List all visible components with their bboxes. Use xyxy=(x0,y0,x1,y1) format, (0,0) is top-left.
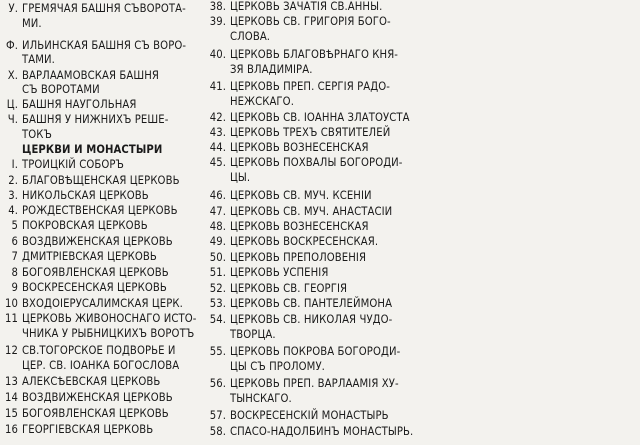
item-text: ЦЕРКОВЬ СВ. ГЕОРГІЯ xyxy=(230,282,348,295)
item-number: 58. xyxy=(209,425,226,438)
item-text: ТАМИ. xyxy=(22,53,55,66)
item-text: СЪ ВОРОТАМИ xyxy=(22,83,100,96)
item-number: 53. xyxy=(209,297,226,310)
item-number: 48. xyxy=(209,220,226,233)
item-text: ЦЕРКОВЬ БЛАГОВѢРНАГО КНЯ- xyxy=(230,48,399,61)
list-item xyxy=(200,30,270,44)
item-number: 43. xyxy=(209,126,226,139)
list-item xyxy=(4,2,186,16)
item-number: 50. xyxy=(209,251,226,264)
list-item xyxy=(200,80,390,94)
section-heading xyxy=(4,143,162,157)
list-item xyxy=(200,282,347,296)
item-text: ГРЕМЯЧАЯ БАШНЯ СЪВОРОТА- xyxy=(22,2,186,15)
item-text: СВ.ТОГОРСКОЕ ПОДВОРЬЕ И xyxy=(22,344,176,357)
item-text: ВАРЛААМОВСКАЯ БАШНЯ xyxy=(22,69,159,82)
item-number: 42. xyxy=(209,111,226,124)
item-text: ВОЗДВИЖЕНСКАЯ ЦЕРКОВЬ xyxy=(22,235,173,248)
item-text: НЕЖСКАГО. xyxy=(230,95,294,108)
item-text: ЦЕРКОВЬ УСПЕНІЯ xyxy=(230,266,329,279)
list-item xyxy=(4,266,169,280)
item-number: 8 xyxy=(11,266,18,279)
item-number: 9 xyxy=(11,281,18,294)
list-item xyxy=(4,281,167,295)
item-text: БЛАГОВѢЩЕНСКАЯ ЦЕРКОВЬ xyxy=(22,174,180,187)
list-item xyxy=(4,204,178,218)
list-item xyxy=(200,205,392,219)
list-item xyxy=(4,158,124,172)
item-text: ВОЗДВИЖЕНСКАЯ ЦЕРКОВЬ xyxy=(22,391,173,404)
list-item xyxy=(200,235,378,249)
item-text: ВОСКРЕСЕНСКАЯ ЦЕРКОВЬ xyxy=(22,281,167,294)
item-number: 12 xyxy=(4,344,18,357)
list-item xyxy=(4,17,42,31)
item-number: 39. xyxy=(209,15,226,28)
item-number: 57. xyxy=(209,409,226,422)
item-text: ДМИТРІЕВСКАЯ ЦЕРКОВЬ xyxy=(22,250,157,263)
item-text: ЦЕРКОВЬ СВ. МУЧ. КСЕНІИ xyxy=(230,189,372,202)
list-item xyxy=(4,69,159,83)
item-text: ЦЕРКОВЬ СВ. ГРИГОРІЯ БОГО- xyxy=(230,15,391,28)
item-text: ЦЕРКОВЬ ТРЕХЪ СВЯТИТЕЛЕЙ xyxy=(230,126,391,139)
item-text: ГЕОРГІЕВСКАЯ ЦЕРКОВЬ xyxy=(22,423,154,436)
list-item xyxy=(4,359,179,373)
item-number: 4. xyxy=(8,204,18,217)
list-item xyxy=(200,171,250,185)
list-item xyxy=(200,156,403,170)
item-text: СЛОВА. xyxy=(230,30,271,43)
list-item xyxy=(4,189,149,203)
list-item xyxy=(200,360,325,374)
item-text: ЦЫ СЪ ПРОЛОМУ. xyxy=(230,360,325,373)
item-text: ЦЕРКОВЬ ПОКРОВА БОГОРОДИ- xyxy=(230,345,401,358)
item-text: АЛЕКСѢЕВСКАЯ ЦЕРКОВЬ xyxy=(22,375,161,388)
list-item xyxy=(4,98,137,112)
item-text: БАШНЯ У НИЖНИХЪ РЕШЕ- xyxy=(22,113,169,126)
list-item xyxy=(200,111,410,125)
list-item xyxy=(200,95,294,109)
list-item xyxy=(200,220,369,234)
list-item xyxy=(4,344,176,358)
item-text: ЦЕРКОВЬ СВ. ПАНТЕЛЕЙМОНА xyxy=(230,297,393,310)
item-number: 46. xyxy=(209,189,226,202)
item-number: 15 xyxy=(4,407,18,420)
list-item xyxy=(200,126,390,140)
list-item xyxy=(4,39,186,53)
list-item xyxy=(4,407,169,421)
item-text: ЦЕРКОВЬ ВОСКРЕСЕНСКАЯ. xyxy=(230,235,379,248)
item-text: ЧНИКА У РЫБНИЦКИХЪ ВОРОТЪ xyxy=(22,327,195,340)
item-text: ЦЕРКОВЬ ПРЕП. ВАРЛААМІЯ ХУ- xyxy=(230,377,399,390)
item-number: 6 xyxy=(11,235,18,248)
item-number: 47. xyxy=(209,205,226,218)
list-item xyxy=(4,297,183,311)
list-item xyxy=(200,345,400,359)
item-text: БОГОЯВЛЕНСКАЯ ЦЕРКОВЬ xyxy=(22,266,169,279)
item-text: ЦЕРКОВЬ ВОЗНЕСЕНСКАЯ xyxy=(230,220,369,233)
item-text: БАШНЯ НАУГОЛЬНАЯ xyxy=(22,98,137,111)
heading-text: ЦЕРКВИ И МОНАСТЫРИ xyxy=(22,143,163,156)
item-text: НИКОЛЬСКАЯ ЦЕРКОВЬ xyxy=(22,189,149,202)
item-text: ТЫНСКАГО. xyxy=(230,392,292,405)
item-number: Ц. xyxy=(6,98,18,111)
item-text: ЦЕРКОВЬ СВ. МУЧ. АНАСТАСІИ xyxy=(230,205,393,218)
item-number: 5 xyxy=(11,219,18,232)
list-item xyxy=(200,392,292,406)
item-text: РОЖДЕСТВЕНСКАЯ ЦЕРКОВЬ xyxy=(22,204,178,217)
list-item xyxy=(4,375,160,389)
list-item xyxy=(200,377,399,391)
item-text: ТВОРЦА. xyxy=(230,328,276,341)
list-item xyxy=(200,313,392,327)
list-item xyxy=(4,128,52,142)
item-text: ЗЯ ВЛАДИМІРА. xyxy=(230,63,313,76)
item-number: 44. xyxy=(209,141,226,154)
item-text: ЦЕР. СВ. ІОАНКА БОГОСЛОВА xyxy=(22,359,180,372)
item-number: 51. xyxy=(209,266,226,279)
item-text: ТОКЪ xyxy=(22,128,52,141)
list-item xyxy=(4,174,180,188)
list-item xyxy=(200,297,392,311)
item-number: 3. xyxy=(8,189,18,202)
list-item xyxy=(4,391,173,405)
list-item xyxy=(4,219,148,233)
list-item xyxy=(4,83,100,97)
list-item xyxy=(4,53,55,67)
item-text: ВХОДОІЕРУСАЛИМСКАЯ ЦЕРК. xyxy=(22,297,183,310)
item-number: 55. xyxy=(209,345,226,358)
list-item xyxy=(4,235,173,249)
list-item xyxy=(200,425,413,439)
item-text: ЦЕРКОВЬ ЖИВОНОСНАГО ИСТО- xyxy=(22,312,197,325)
item-text: ВОСКРЕСЕНСКІЙ МОНАСТЫРЬ xyxy=(230,409,389,422)
item-text: ЦЕРКОВЬ СВ. ІОАННА ЗЛАТОУСТА xyxy=(230,111,410,124)
list-item xyxy=(4,312,197,326)
item-text: МИ. xyxy=(22,17,42,30)
list-item xyxy=(200,0,382,14)
item-text: ПОКРОВСКАЯ ЦЕРКОВЬ xyxy=(22,219,148,232)
item-number: 40. xyxy=(209,48,226,61)
list-item xyxy=(4,327,194,341)
item-number: 45. xyxy=(209,156,226,169)
list-item xyxy=(4,113,168,127)
item-number: 38. xyxy=(209,0,226,13)
list-item xyxy=(200,266,328,280)
item-number: 54. xyxy=(209,313,226,326)
item-number: 16 xyxy=(4,423,18,436)
item-text: СПАСО-НАДОЛБИНЪ МОНАСТЫРЬ. xyxy=(230,425,414,438)
item-text: ЦЕРКОВЬ СВ. НИКОЛАЯ ЧУДО- xyxy=(230,313,393,326)
item-text: ЦЕРКОВЬ ПОХВАЛЫ БОГОРОДИ- xyxy=(230,156,403,169)
item-number: У. xyxy=(8,2,18,15)
list-item xyxy=(200,63,313,77)
item-number: Ф. xyxy=(5,39,18,52)
item-text: ЦЕРКОВЬ ВОЗНЕСЕНСКАЯ xyxy=(230,141,369,154)
item-number: 13 xyxy=(4,375,18,388)
item-text: ЦЕРКОВЬ ПРЕП. СЕРГІЯ РАДО- xyxy=(230,80,391,93)
list-item xyxy=(4,250,157,264)
item-text: БОГОЯВЛЕНСКАЯ ЦЕРКОВЬ xyxy=(22,407,169,420)
list-item xyxy=(200,328,276,342)
item-number: 11 xyxy=(4,312,18,325)
item-text: ИЛЬИНСКАЯ БАШНЯ СЪ ВОРО- xyxy=(22,39,187,52)
item-number: 52. xyxy=(209,282,226,295)
item-number: І. xyxy=(11,158,18,171)
item-number: 41. xyxy=(209,80,226,93)
item-text: ЦЕРКОВЬ ПРЕПОЛОВЕНІЯ xyxy=(230,251,367,264)
list-item xyxy=(200,48,398,62)
list-item xyxy=(200,141,369,155)
item-number: 10 xyxy=(4,297,18,310)
list-item xyxy=(200,409,389,423)
item-number: 14 xyxy=(4,391,18,404)
item-number: 7 xyxy=(11,250,18,263)
item-number: 56. xyxy=(209,377,226,390)
item-text: ЦЕРКОВЬ ЗАЧАТІЯ СВ.АННЫ. xyxy=(230,0,383,13)
list-item xyxy=(200,189,372,203)
item-text: ЦЫ. xyxy=(230,171,251,184)
item-number: Ч. xyxy=(7,113,18,126)
list-item xyxy=(200,15,391,29)
list-item xyxy=(4,423,153,437)
item-text: ТРОИЦКІЙ СОБОРЪ xyxy=(22,158,125,171)
list-item xyxy=(200,251,366,265)
item-number: 49. xyxy=(209,235,226,248)
item-number: 2. xyxy=(8,174,18,187)
item-number: Х. xyxy=(7,69,18,82)
